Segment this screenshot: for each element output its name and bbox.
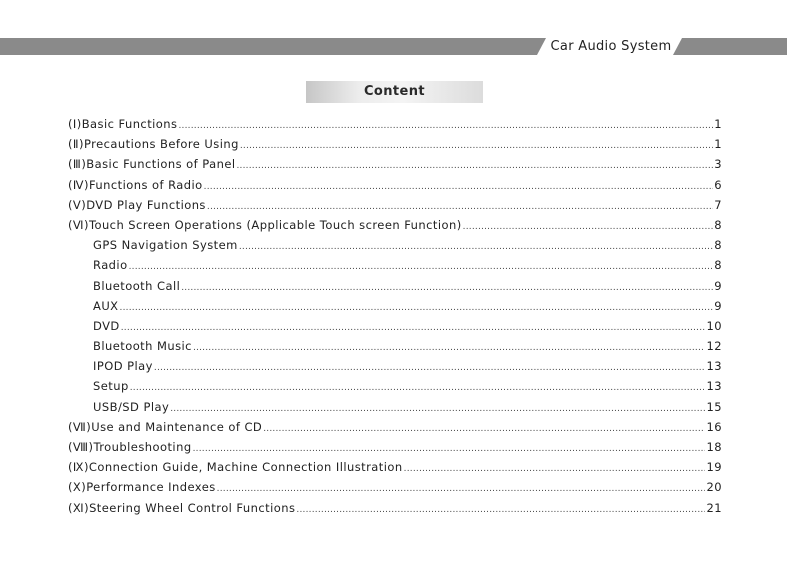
toc-entry-title: Radio — [93, 258, 128, 273]
toc-leader-dots — [404, 459, 706, 479]
toc-entry[interactable] — [68, 457, 722, 477]
toc-leader-dots — [181, 278, 713, 298]
header-band-right — [673, 38, 787, 55]
toc-subentry[interactable] — [68, 336, 722, 356]
toc-entry-page: 9 — [714, 278, 722, 293]
toc-leader-dots — [240, 136, 713, 156]
toc-leader-dots — [239, 237, 713, 257]
toc-leader-dots — [120, 298, 714, 318]
toc-entry-page: 1 — [714, 137, 722, 152]
toc-entry-page: 16 — [706, 419, 722, 434]
toc-entry-title: Steering Wheel Control Functions — [89, 500, 296, 515]
toc-entry-page: 19 — [706, 460, 722, 475]
content-heading: Content — [306, 81, 483, 103]
toc-leader-dots — [178, 116, 713, 136]
toc-entry-title: Setup — [93, 379, 129, 394]
toc-leader-dots — [204, 177, 714, 197]
toc-entry-title: AUX — [93, 298, 119, 313]
toc-entry[interactable] — [68, 175, 722, 195]
toc-entry-number: (Ⅶ) — [68, 419, 92, 434]
toc-entry-number: (Ⅷ) — [68, 440, 94, 454]
toc-entry-title: Bluetooth Call — [93, 278, 181, 293]
toc-subentry[interactable] — [68, 376, 722, 396]
toc-entry-page: 18 — [706, 440, 722, 454]
toc-subentry[interactable] — [68, 296, 722, 316]
toc-leader-dots — [263, 419, 705, 439]
toc-entry-page: 15 — [706, 399, 722, 414]
toc-entry-page: 8 — [714, 217, 722, 232]
toc-entry-page: 7 — [714, 197, 722, 212]
toc-leader-dots — [207, 197, 713, 217]
toc-entry-title: Functions of Radio — [88, 177, 203, 192]
toc-entry-number: (Ⅹ) — [68, 480, 87, 495]
toc-leader-dots — [193, 338, 706, 358]
toc-entry-page: 1 — [714, 117, 722, 131]
toc-entry[interactable] — [68, 437, 722, 457]
toc-entry-page: 6 — [714, 177, 722, 192]
table-of-contents — [68, 114, 722, 518]
toc-entry-title: Precautions Before Using — [83, 137, 239, 152]
toc-entry-title: DVD Play Functions — [86, 197, 206, 212]
toc-subentry[interactable] — [68, 356, 722, 376]
toc-entry-number: (Ⅳ) — [68, 177, 89, 192]
toc-leader-dots — [193, 439, 706, 459]
toc-entry[interactable] — [68, 498, 722, 518]
toc-leader-dots — [154, 358, 706, 378]
toc-leader-dots — [129, 257, 714, 277]
toc-subentry[interactable] — [68, 397, 722, 417]
toc-entry[interactable] — [68, 134, 722, 154]
toc-entry-title: Basic Functions of Panel — [86, 157, 236, 172]
toc-entry-page: 20 — [706, 480, 722, 495]
toc-entry-title: DVD — [93, 318, 120, 333]
toc-subentry[interactable] — [68, 316, 722, 336]
toc-entry-number: (Ⅰ) — [68, 117, 82, 131]
toc-entry-page: 8 — [714, 258, 722, 273]
toc-leader-dots — [296, 500, 705, 520]
toc-leader-dots — [170, 399, 705, 419]
toc-leader-dots — [237, 156, 714, 176]
toc-entry-page: 9 — [714, 298, 722, 313]
toc-entry-number: (Ⅱ) — [68, 137, 84, 152]
toc-subentry[interactable] — [68, 276, 722, 296]
toc-entry[interactable] — [68, 215, 722, 235]
toc-entry[interactable] — [68, 477, 722, 497]
toc-entry-title: GPS Navigation System — [93, 238, 238, 253]
toc-entry[interactable] — [68, 114, 722, 134]
toc-entry[interactable] — [68, 195, 722, 215]
toc-entry-title: IPOD Play — [93, 359, 153, 374]
toc-entry-page: 13 — [706, 359, 722, 374]
toc-leader-dots — [121, 318, 706, 338]
toc-entry-title: Basic Functions — [81, 117, 178, 131]
toc-entry-title: Touch Screen Operations (Applicable Touch screen Function) — [88, 217, 462, 232]
toc-entry[interactable] — [68, 154, 722, 174]
toc-entry-title: Performance Indexes — [86, 480, 216, 495]
toc-entry-title: Bluetooth Music — [93, 339, 192, 354]
toc-entry-number: (Ⅵ) — [68, 217, 89, 232]
toc-entry[interactable] — [68, 417, 722, 437]
toc-entry-number: (Ⅺ) — [68, 500, 90, 515]
header-band-left — [0, 38, 546, 55]
toc-leader-dots — [217, 479, 706, 499]
toc-leader-dots — [463, 217, 714, 237]
toc-entry-number: (Ⅲ) — [68, 157, 87, 172]
toc-entry-title: Use and Maintenance of CD — [91, 419, 263, 434]
header-title: Car Audio System — [550, 39, 672, 54]
toc-entry-number: (Ⅴ) — [68, 197, 87, 212]
toc-entry-page: 12 — [706, 339, 722, 354]
toc-entry-page: 13 — [706, 379, 722, 394]
toc-entry-page: 21 — [706, 500, 722, 515]
toc-entry-page: 3 — [714, 157, 722, 172]
toc-entry-page: 10 — [706, 318, 722, 333]
toc-leader-dots — [130, 378, 706, 398]
toc-subentry[interactable] — [68, 235, 722, 255]
toc-subentry[interactable] — [68, 255, 722, 275]
toc-entry-number: (Ⅸ) — [68, 460, 89, 475]
toc-entry-title: USB/SD Play — [93, 399, 170, 414]
toc-entry-title: Connection Guide, Machine Connection Illustration — [88, 460, 403, 475]
toc-entry-title: Troubleshooting — [93, 440, 192, 454]
toc-entry-page: 8 — [714, 238, 722, 253]
